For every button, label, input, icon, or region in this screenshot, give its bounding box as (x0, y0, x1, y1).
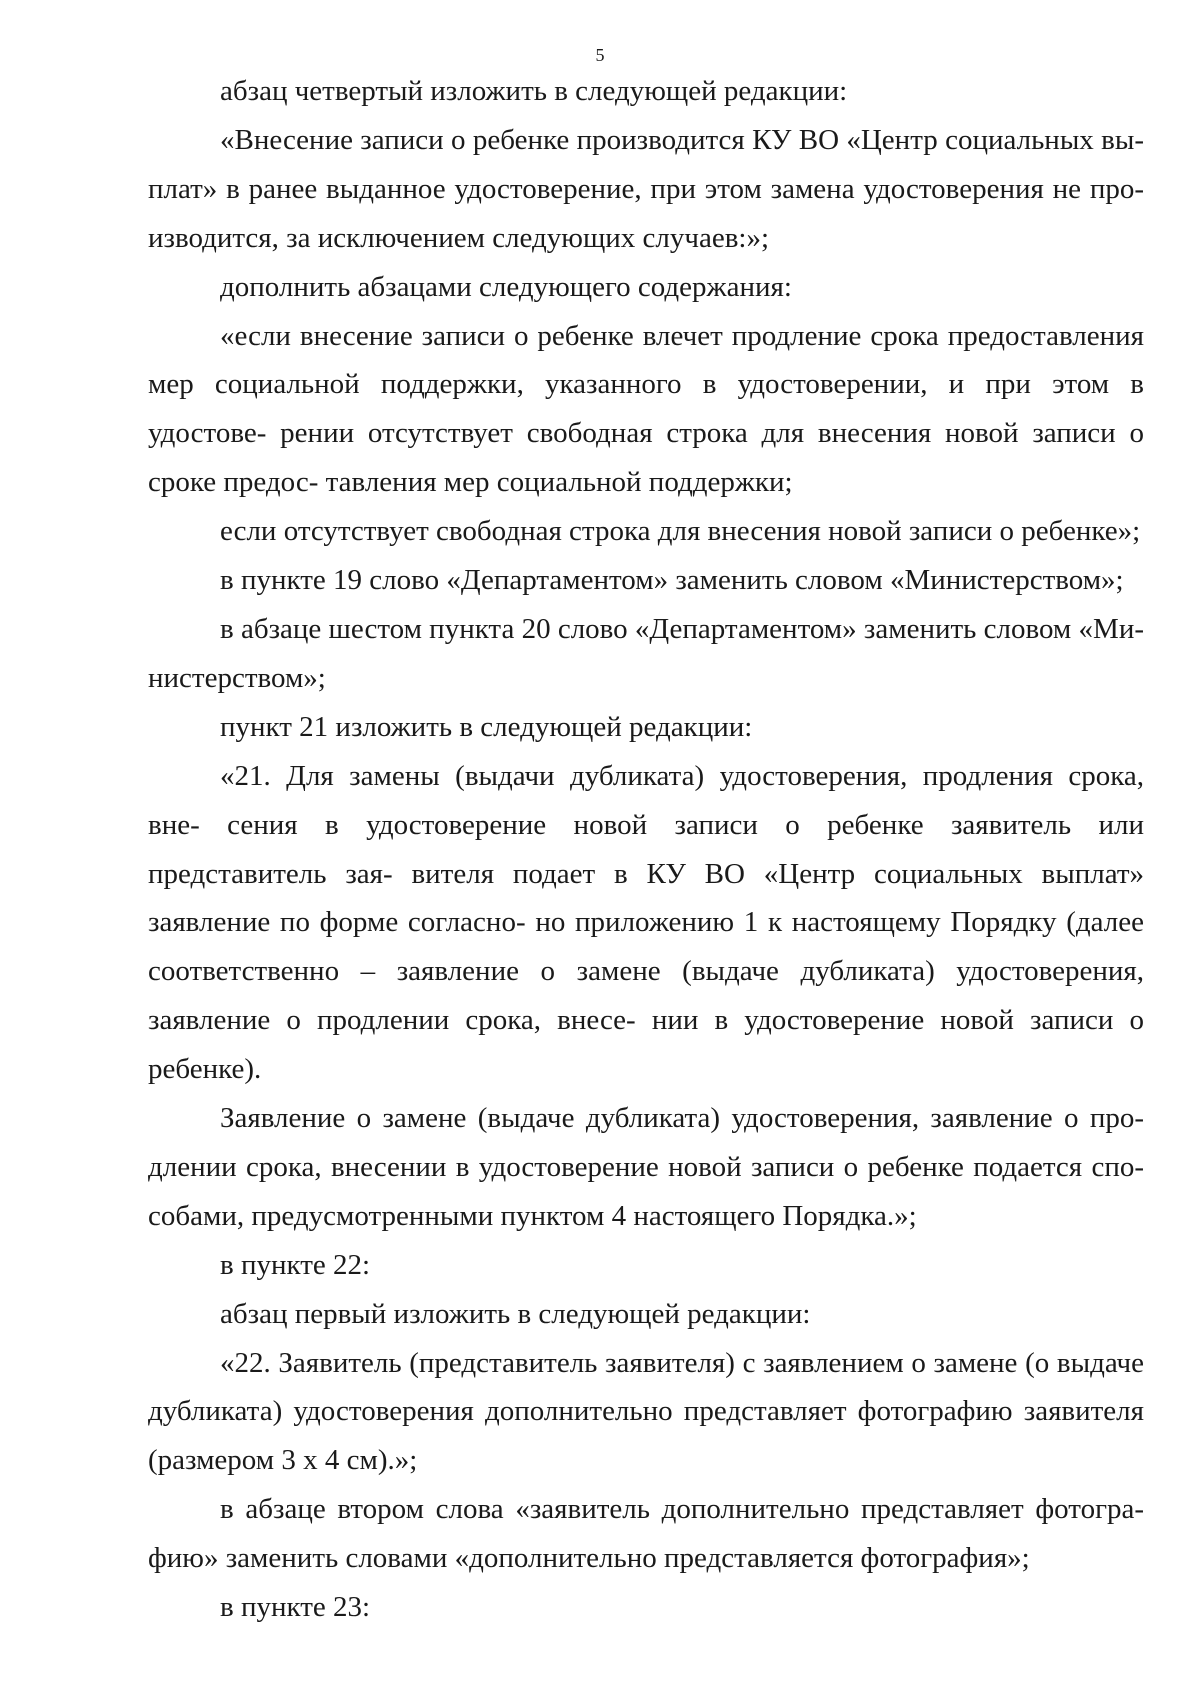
text-line: плат» в ранее выданное удостоверение, при этом замена удостоверения не про- (148, 172, 1144, 205)
text-line: замене (выдаче дубликата) удостоверения, заявление о продлении срока, внесе- (148, 955, 1145, 1037)
text-line: пункт 21 изложить в следующей редакции: (220, 710, 753, 743)
text-line: в абзаце шестом пункта 20 слово «Департаментом» заменить словом «Ми- (220, 612, 1144, 645)
text-line: «если внесение записи о ребенке влечет продление срока предоставления (220, 319, 1144, 352)
text-line: в пункте 19 слово «Департаментом» заменить словом «Министерством»; (220, 564, 1124, 597)
document-body (148, 67, 1144, 1632)
paragraph-6 (148, 556, 1144, 605)
paragraph-1 (148, 67, 1144, 116)
text-line: Заявление о замене (выдаче дубликата) удостоверения, заявление о про- (220, 1102, 1144, 1135)
paragraph-8 (148, 703, 1144, 752)
text-line: вителя подает в КУ ВО «Центр социальных выплат» заявление по форме согласно- (148, 857, 1145, 939)
text-line: изводится, за исключением следующих случаев:»; (148, 221, 770, 254)
paragraph-10 (148, 1094, 1144, 1241)
text-line: в пункте 23: (220, 1591, 371, 1624)
text-line: нии в удостоверение новой записи о ребенке). (148, 1004, 1144, 1086)
text-line: но приложению 1 к настоящему Порядку (далее соответственно – заявление о (148, 906, 1144, 988)
text-line: если отсутствует свободная строка для внесения новой записи о ребенке»; (220, 515, 1141, 548)
page-number: 5 (595, 45, 605, 65)
text-line: абзац четвертый изложить в следующей редакции: (220, 75, 848, 107)
text-line: собами, предусмотренными пунктом 4 настоящего Порядка.»; (148, 1199, 917, 1232)
paragraph-11 (148, 1241, 1144, 1290)
text-line: длении срока, внесении в удостоверение новой записи о ребенке подается спо- (148, 1150, 1144, 1183)
text-line: нистерством»; (148, 661, 326, 694)
text-line: абзац первый изложить в следующей редакции: (220, 1297, 811, 1330)
paragraph-2 (148, 116, 1144, 263)
paragraph-3 (148, 263, 1144, 312)
paragraph-15 (148, 1583, 1144, 1632)
paragraph-4 (148, 312, 1144, 508)
text-line: мер социальной поддержки, указанного в удостоверении, и при этом в удостове- (148, 368, 1144, 450)
paragraph-7 (148, 605, 1144, 703)
paragraph-9 (148, 752, 1144, 1094)
text-line: тавления мер социальной поддержки; (325, 466, 793, 499)
paragraph-13 (148, 1339, 1144, 1486)
paragraph-5 (148, 507, 1144, 556)
text-line: «Внесение записи о ребенке производится КУ ВО «Центр социальных вы- (220, 123, 1144, 156)
text-line: в пункте 22: (220, 1248, 371, 1281)
paragraph-14 (148, 1485, 1144, 1583)
text-line: в абзаце втором слова «заявитель дополнительно представляет фотогра- (220, 1493, 1144, 1526)
paragraph-12 (148, 1290, 1144, 1339)
text-line: «22. Заявитель (представитель заявителя) с заявлением о замене (о выдаче (220, 1346, 1144, 1379)
text-line: (размером 3 х 4 см).»; (148, 1444, 418, 1477)
text-line: рении отсутствует свободная строка для внесения новой записи о сроке предос- (148, 417, 1144, 499)
text-line: сения в удостоверение новой записи о ребенке заявитель или представитель зая- (148, 808, 1145, 890)
text-line: дубликата) удостоверения дополнительно представляет фотографию заявителя (148, 1395, 1144, 1428)
text-line: дополнить абзацами следующего содержания: (220, 270, 792, 303)
text-line: фию» заменить словами «дополнительно представляется фотография»; (148, 1542, 1030, 1575)
text-line: «21. Для замены (выдачи дубликата) удостоверения, продления срока, вне- (148, 759, 1144, 841)
